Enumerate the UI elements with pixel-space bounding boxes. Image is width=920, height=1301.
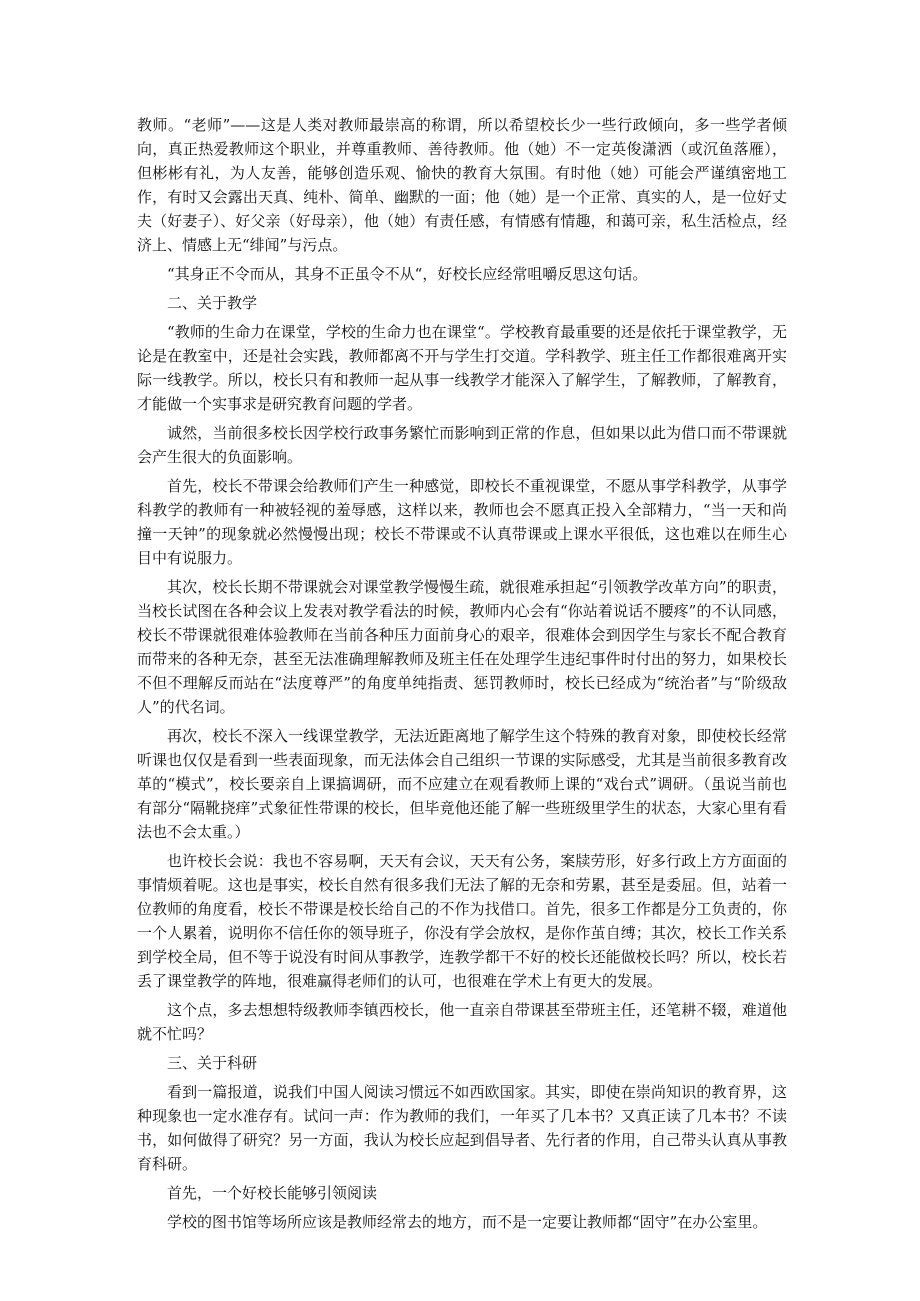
paragraph-quote-self-upright: “其身正不令而从，其身不正虽令不从“，好校长应经常咀嚼反思这句话。 <box>167 265 648 283</box>
paragraph-second-reason: 其次，校长长期不带课就会对课堂教学慢慢生疏，就很难承担起“引领教学改革方向”的职责，当校长试图在各种会议上发表对教学看法的时候，教师内心会有“你站着说话不腰疼”的不认同感，校长不带课就很难体验教师在当前各种压力面前身心的艰辛，很难体会到因学生与家长不配合教育而带来的各种无奈，甚至无法准确理解教师及班主任在处理学生违纪事件时付出的努力，如果校长不但不理解反而站在“法度尊严”的角度单纯指责、惩罚教师时，校长已经成为“统治者”与“阶级敌人”的代名词。 <box>137 578 787 716</box>
paragraph-lead-reading: 首先，一个好校长能够引领阅读 <box>167 1184 378 1202</box>
paragraph-library: 学校的图书馆等场所应该是教师经常去的地方，而不是一定要让教师都“固守”在办公室里。 <box>167 1213 768 1231</box>
document-page <box>137 113 787 1239</box>
section-heading-research: 三、关于科研 <box>167 1054 258 1072</box>
paragraph-third-reason: 再次，校长不深入一线课堂教学，无法近距离地了解学生这个特殊的教育对象，即使校长经常听课也仅仅是看到一些表面现象，而无法体会自己组织一节课的实际感受，尤其是当前很多教育改革的“模式”，校长要亲自上课搞调研，而不应建立在观看教师上课的“戏台式”调研。（虽说当前也有部分“隔靴挠痒”式象征性带课的校长，但毕竟他还能了解一些班级里学生的状态，大家心里有看法也不会太重。） <box>137 727 787 841</box>
paragraph-classroom-vitality: “教师的生命力在课堂，学校的生命力也在课堂“。学校教育最重要的还是依托于课堂教学，无论是在教室中，还是社会实践，教师都离不开与学生打交道。学科教学、班主任工作都很难离开实际一线教学。所以，校长只有和教师一起从事一线教学才能深入了解学生，了解教师，了解教育，才能做一个实事求是研究教育问题的学者。 <box>137 323 787 413</box>
paragraph-first-reason: 首先，校长不带课会给教师们产生一种感觉，即校长不重视课堂，不愿从事学科教学，从事学科教学的教师有一种被轻视的羞辱感，这样以来，教师也会不愿真正投入全部精力，“当一天和尚撞一天钟”的现象就必然慢慢出现；校长不带课或不认真带课或上课水平很低，这也难以在师生心目中有说服力。 <box>137 477 787 567</box>
paragraph-principal-excuse: 也许校长会说：我也不容易啊，天天有会议，天天有公务，案牍劳形，好多行政上方方面面的事情烦着呢。这也是事实，校长自然有很多我们无法了解的无奈和劳累，甚至是委屈。但，站着一位教师的角度看，校长不带课是校长给自己的不作为找借口。首先，很多工作都是分工负责的，你一个人累着，说明你不信任你的领导班子，你没有学会放权，是你作茧自缚；其次，校长工作关系到学校全局，但不等于说没有时间从事教学，连教学都干不好的校长还能做校长吗？所以，校长若丢了课堂教学的阵地，很难赢得老师们的认可，也很难在学术上有更大的发展。 <box>137 852 787 990</box>
section-heading-teaching: 二、关于教学 <box>167 294 258 312</box>
paragraph-admin-busy: 诚然，当前很多校长因学校行政事务繁忙而影响到正常的作息，但如果以此为借口而不带课就会产生很大的负面影响。 <box>137 424 787 466</box>
paragraph-li-zhenxi: 这个点，多去想想特级教师李镇西校长，他一直亲自带课甚至带班主任，还笔耕不辍，难道他就不忙吗？ <box>137 1001 787 1043</box>
paragraph-intro-teacher: 教师。“老师”——这是人类对教师最崇高的称谓，所以希望校长少一些行政倾向，多一些学者倾向，真正热爱教师这个职业，并尊重教师、善待教师。他（她）不一定英俊潇洒（或沉鱼落雁），但彬彬有礼，为人友善，能够创造乐观、愉快的教育大氛围。有时他（她）可能会严谨缜密地工作，有时又会露出天真、纯朴、简单、幽默的一面；他（她）是一个正常、真实的人，是一位好丈夫（好妻子）、好父亲（好母亲），他（她）有责任感，有情感有情趣，和蔼可亲，私生活检点，经济上、情感上无“绯闻”与污点。 <box>137 116 787 254</box>
paragraph-reading-habits: 看到一篇报道，说我们中国人阅读习惯远不如西欧国家。其实，即使在崇尚知识的教育界，这种现象也一定水准存有。试问一声：作为教师的我们，一年买了几本书？又真正读了几本书？不读书，如何做得了研究？另一方面，我认为校长应起到倡导者、先行者的作用，自己带头认真从事教育科研。 <box>137 1083 787 1173</box>
